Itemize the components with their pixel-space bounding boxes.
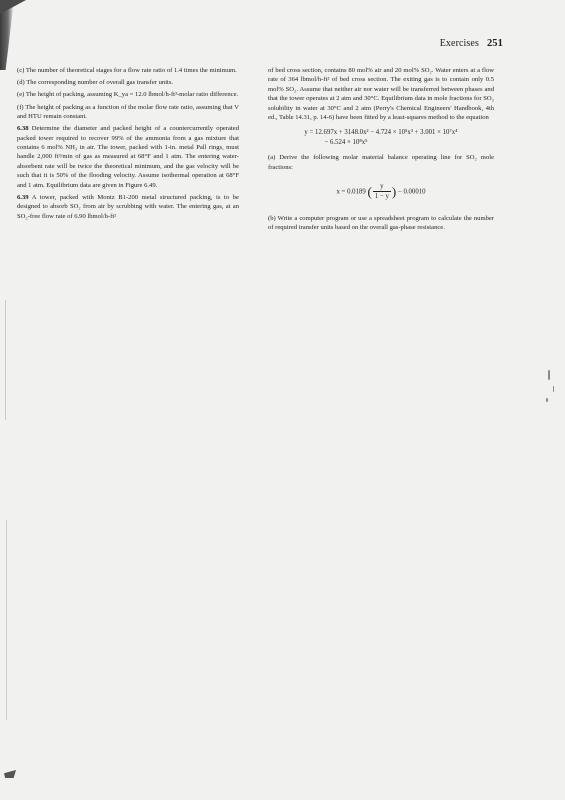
problem-text: A tower, packed with Montz B1-200 metal structured packing, is to be designed to absorb SO₂ from air by scrubbing with water. The entering gas, at an SO₂-free flow rate of 6.90 lbmol/h-ft²: [17, 193, 239, 220]
equation-line-2: − 6.524 × 10⁸x⁵: [324, 138, 368, 146]
left-column: [17, 66, 239, 224]
eq-rhs: − 0.00010: [397, 188, 426, 196]
numerator: y: [373, 182, 391, 192]
page-number: 251: [486, 38, 503, 49]
fraction: [373, 182, 391, 202]
equilibrium-equation: [268, 128, 494, 147]
item-b: (b) Write a computer program or use a spreadsheet program to calculate the number of required transfer units based on the overall gas-phase resistance.: [268, 214, 494, 232]
item-f: (f) The height of packing as a function of the molar flow rate ratio, assuming that V and HTU remain constant.: [17, 103, 239, 121]
problem-number: 6.39: [17, 193, 29, 201]
scan-speck: [546, 398, 548, 402]
scan-speck: [553, 386, 554, 392]
page-header: [440, 38, 503, 49]
operating-line-equation: [268, 182, 494, 202]
item-d: (d) The corresponding number of overall gas transfer units.: [17, 79, 174, 87]
problem-6-38: [17, 124, 239, 190]
scan-speck: [548, 370, 550, 380]
scan-speck: [5, 300, 6, 420]
item-e: (e) The height of packing, assuming K_ya = 12.0 lbmol/h-ft³-molar ratio difference.: [17, 91, 239, 99]
right-column: [268, 66, 494, 235]
problem-text: Determine the diameter and packed height of a countercurrently operated packed tower required to recover 99% of the ammonia from a gas mixture that contains 6 mol% NH₃ in air. The tower, packed with 1-in. metal Pall rings, must handle 2,000 ft³/min of gas as measured at 68°F and 1 atm. The entering water-absorbent rate will be twice the theoretical minimum, and the gas velocity will be such that it is 50% of the flooding velocity. Assume isothermal operation at 68°F and 1 atm. Equilibrium data are given in Figure 6.49.: [17, 125, 239, 189]
section-title: Exercises: [439, 38, 479, 49]
scan-speck: [6, 520, 7, 720]
eq-lhs: x = 0.0189: [336, 188, 366, 196]
left-paren: (: [367, 184, 372, 200]
item-c: (c) The number of theoretical stages for a flow rate ratio of 1.4 times the minimum.: [17, 67, 237, 74]
right-paren: ): [391, 184, 397, 200]
problem-number: 6.38: [17, 125, 29, 133]
scan-corner-mark: [0, 0, 26, 14]
scan-corner-mark-bottom: [4, 770, 16, 778]
problem-6-39: [17, 193, 239, 221]
equation-line-1: y = 12.697x + 3148.0x² − 4.724 × 10⁵x³ + 3.001 × 10⁷x⁴: [304, 129, 458, 137]
denominator: 1 − y: [374, 193, 389, 201]
problem-6-39-continued: of bed cross section, contains 80 mol% air and 20 mol% SO₂. Water enters at a flow rate of 364 lbmol/h-ft² of bed cross section. The exiting gas is to contain only 0.5 mol% SO₂. Assume that neither air nor water will be transferred between phases and that the tower operates at 2 atm and 30°C. Equilibrium data in mole fractions for SO₂ solubility in water at 30°C and 2 atm (Perry's Chemical Engineers' Handbook, 4th ed., Table 14.31, p. 14-6) have been fitted by a least-squares method to the equation: [268, 67, 494, 122]
item-a: (a) Derive the following molar material balance operating line for SO₂ mole fractions:: [268, 154, 494, 171]
